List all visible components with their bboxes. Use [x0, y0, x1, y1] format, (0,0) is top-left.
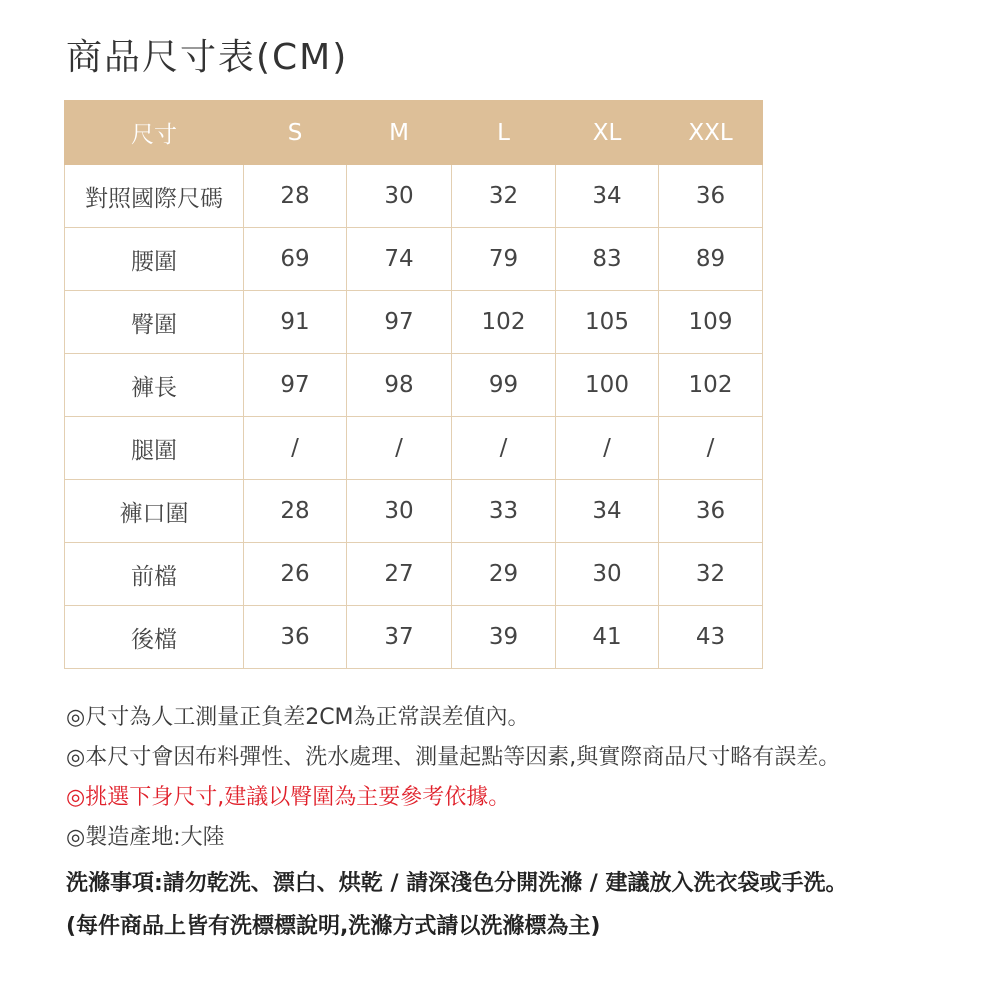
- table-header-row: [65, 101, 763, 165]
- table-cell: 28: [244, 165, 347, 228]
- table-cell: 29: [452, 543, 556, 606]
- table-cell: 102: [452, 291, 556, 354]
- table-row: [65, 417, 763, 480]
- table-row: [65, 291, 763, 354]
- note-variance: ◎本尺寸會因布料彈性、洗水處理、測量起點等因素,與實際商品尺寸略有誤差。: [66, 745, 841, 770]
- table-cell: 28: [244, 480, 347, 543]
- row-label: 臀圍: [65, 291, 244, 354]
- table-cell: 30: [556, 543, 659, 606]
- page-title: 商品尺寸表(CM): [66, 37, 349, 78]
- table-cell: /: [347, 417, 452, 480]
- row-label: 腰圍: [65, 228, 244, 291]
- notes-list: [66, 698, 986, 858]
- row-label: 褲口圍: [65, 480, 244, 543]
- table-cell: 83: [556, 228, 659, 291]
- table-cell: 89: [659, 228, 763, 291]
- note-selection-tip: ◎挑選下身尺寸,建議以臀圍為主要參考依據。: [66, 785, 511, 810]
- table-cell: 74: [347, 228, 452, 291]
- row-label: 褲長: [65, 354, 244, 417]
- table-cell: /: [452, 417, 556, 480]
- header-size-xxl: XXL: [659, 101, 763, 165]
- table-cell: 36: [244, 606, 347, 669]
- table-cell: 91: [244, 291, 347, 354]
- table-cell: 33: [452, 480, 556, 543]
- table-cell: /: [556, 417, 659, 480]
- table-row: [65, 606, 763, 669]
- header-size-label: 尺寸: [65, 101, 244, 165]
- table-row: [65, 354, 763, 417]
- table-cell: 97: [347, 291, 452, 354]
- header-size-xl: XL: [556, 101, 659, 165]
- row-label: 後檔: [65, 606, 244, 669]
- header-size-m: M: [347, 101, 452, 165]
- table-cell: 105: [556, 291, 659, 354]
- table-row: [65, 480, 763, 543]
- table-cell: 98: [347, 354, 452, 417]
- table-cell: 32: [659, 543, 763, 606]
- table-row: [65, 165, 763, 228]
- table-cell: 30: [347, 165, 452, 228]
- table-cell: 32: [452, 165, 556, 228]
- row-label: 腿圍: [65, 417, 244, 480]
- table-cell: /: [659, 417, 763, 480]
- table-cell: 37: [347, 606, 452, 669]
- care-instructions: 洗滌事項:請勿乾洗、漂白、烘乾 / 請深淺色分開洗滌 / 建議放入洗衣袋或手洗。: [66, 871, 848, 896]
- care-note: (每件商品上皆有洗標標說明,洗滌方式請以洗滌標為主): [66, 914, 601, 939]
- table-cell: 34: [556, 480, 659, 543]
- header-size-l: L: [452, 101, 556, 165]
- row-label: 前檔: [65, 543, 244, 606]
- table-cell: 97: [244, 354, 347, 417]
- table-cell: 79: [452, 228, 556, 291]
- table-cell: 27: [347, 543, 452, 606]
- table-cell: 36: [659, 480, 763, 543]
- table-cell: 26: [244, 543, 347, 606]
- table-cell: 102: [659, 354, 763, 417]
- table-row: [65, 543, 763, 606]
- table-cell: 30: [347, 480, 452, 543]
- table-cell: 99: [452, 354, 556, 417]
- size-table: [64, 100, 763, 669]
- table-cell: 39: [452, 606, 556, 669]
- table-cell: 41: [556, 606, 659, 669]
- table-cell: 43: [659, 606, 763, 669]
- table-cell: /: [244, 417, 347, 480]
- table-cell: 36: [659, 165, 763, 228]
- row-label: 對照國際尺碼: [65, 165, 244, 228]
- table-cell: 109: [659, 291, 763, 354]
- table-cell: 34: [556, 165, 659, 228]
- table-row: [65, 228, 763, 291]
- table-cell: 69: [244, 228, 347, 291]
- note-tolerance: ◎尺寸為人工測量正負差2CM為正常誤差值內。: [66, 705, 530, 730]
- header-size-s: S: [244, 101, 347, 165]
- note-origin: ◎製造產地:大陸: [66, 825, 225, 850]
- table-cell: 100: [556, 354, 659, 417]
